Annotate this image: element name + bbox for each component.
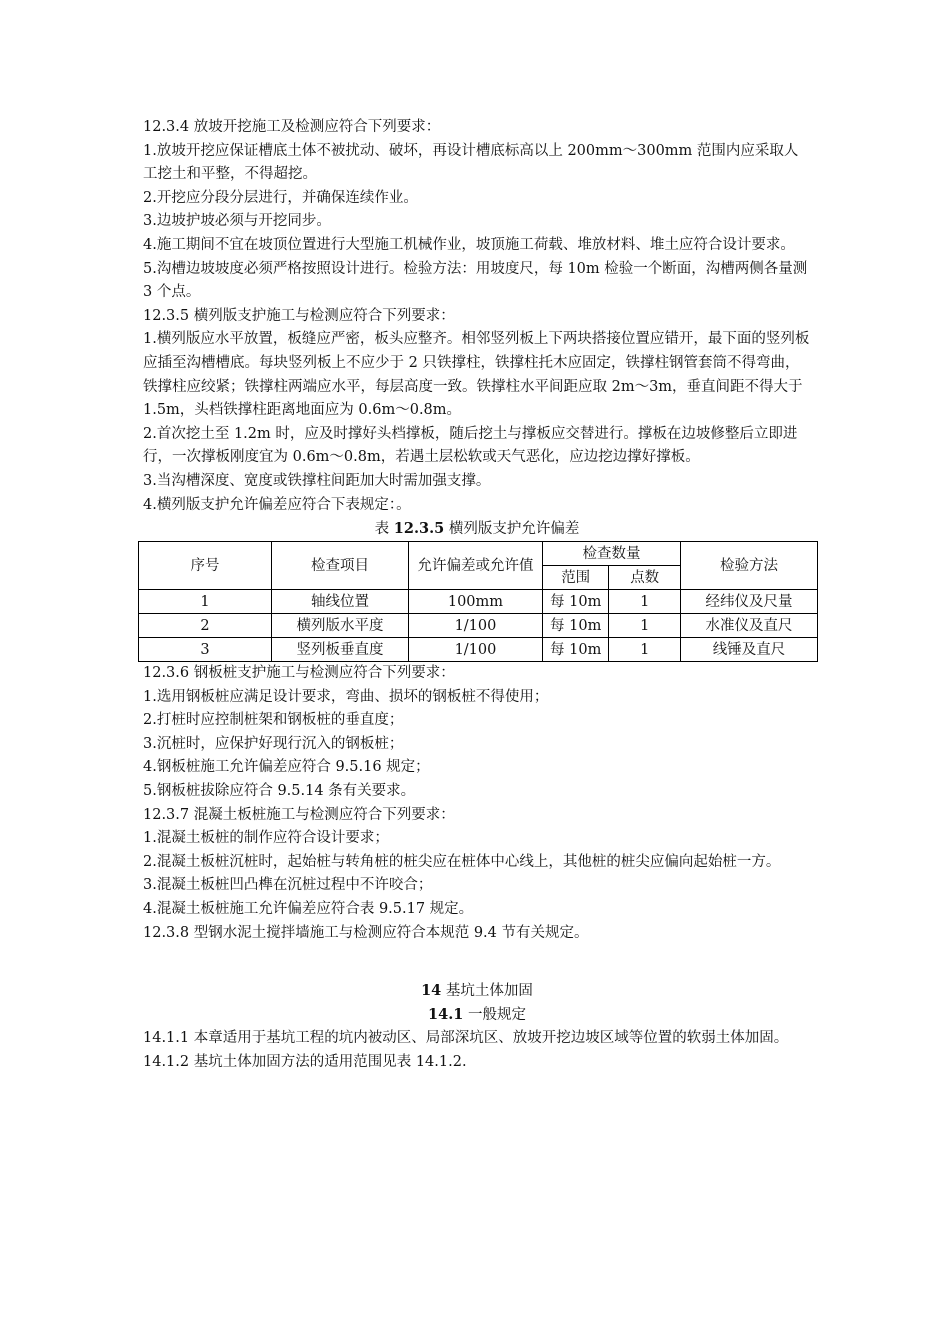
section-12-3-6-item-3: 3.沉桩时，应保护好现行沉入的钢板桩； bbox=[143, 735, 404, 752]
table-caption-text: 横列版支护允许偏差 bbox=[444, 521, 580, 538]
cell-tolerance: 1/100 bbox=[408, 614, 542, 638]
section-12-3-7-item-3: 3.混凝土板桩凹凸榫在沉桩过程中不许咬合； bbox=[143, 877, 433, 894]
section-12-3-6-item-2: 2.打桩时应控制桩架和钢板桩的垂直度； bbox=[143, 712, 404, 729]
table-caption bbox=[143, 517, 811, 541]
section-12-3-8: 12.3.8 型钢水泥土搅拌墙施工与检测应符合本规范 9.4 节有关规定。 bbox=[143, 924, 589, 941]
cell-item: 横列版水平度 bbox=[271, 614, 408, 638]
spacer bbox=[143, 945, 811, 979]
section-12-3-7-item-1: 1.混凝土板桩的制作应符合设计要求； bbox=[143, 830, 389, 847]
cell-seq: 1 bbox=[139, 590, 272, 614]
cell-item: 轴线位置 bbox=[271, 590, 408, 614]
section-14-1-number: 14.1 bbox=[428, 1006, 464, 1024]
header-item: 检查项目 bbox=[271, 542, 408, 590]
document-body bbox=[143, 116, 811, 1074]
cell-seq: 3 bbox=[139, 638, 272, 662]
section-12-3-5-item-4: 4.横列版支护允许偏差应符合下表规定：。 bbox=[143, 496, 411, 513]
cell-range: 每 10m bbox=[542, 614, 608, 638]
cell-points: 1 bbox=[609, 614, 681, 638]
section-12-3-5-item-3: 3.当沟槽深度、宽度或铁撑柱间距加大时需加强支撑。 bbox=[143, 472, 491, 489]
cell-method: 线锤及直尺 bbox=[680, 638, 817, 662]
table-caption-prefix: 表 bbox=[374, 521, 394, 538]
section-12-3-6-item-5: 5.钢板桩拔除应符合 9.5.14 条有关要求。 bbox=[143, 783, 416, 800]
chapter-14-number: 14 bbox=[421, 982, 442, 1000]
chapter-14-title: 基坑土体加固 bbox=[441, 983, 533, 1000]
header-quantity: 检查数量 bbox=[542, 542, 680, 566]
table-header-row bbox=[139, 542, 818, 566]
cell-points: 1 bbox=[609, 638, 681, 662]
cell-method: 经纬仪及尺量 bbox=[680, 590, 817, 614]
tolerance-table bbox=[138, 541, 818, 662]
cell-range: 每 10m bbox=[542, 590, 608, 614]
cell-tolerance: 100mm bbox=[408, 590, 542, 614]
cell-points: 1 bbox=[609, 590, 681, 614]
header-seq: 序号 bbox=[139, 542, 272, 590]
chapter-14-heading bbox=[143, 979, 811, 1003]
section-12-3-5-item-1: 1.横列版应水平放置，板缝应严密，板头应整齐。相邻竖列板上下两块搭接位置应错开，最下面的竖列板应插至沟槽槽底。每块竖列板上不应少于 2 只铁撑柱，铁撑柱托木应固定，铁撑柱钢管套筒不得弯曲，铁撑柱应绞紧；铁撑柱两端应水平，每层高度一致。铁撑柱水平间距应取 2m～3m，垂直间距不得大于 1.5m，头档铁撑柱距离地面应为 0.6m～0.8m。 bbox=[143, 331, 810, 419]
section-12-3-7-item-4: 4.混凝土板桩施工允许偏差应符合表 9.5.17 规定。 bbox=[143, 901, 474, 918]
header-method: 检验方法 bbox=[680, 542, 817, 590]
section-14-1-heading bbox=[143, 1003, 811, 1027]
section-12-3-6-item-4: 4.钢板桩施工允许偏差应符合 9.5.16 规定； bbox=[143, 759, 430, 776]
section-12-3-5-title: 12.3.5 横列版支护施工与检测应符合下列要求： bbox=[143, 307, 455, 324]
section-12-3-7-title: 12.3.7 混凝土板桩施工与检测应符合下列要求： bbox=[143, 806, 455, 823]
header-points: 点数 bbox=[609, 566, 681, 590]
clause-14-1-2: 14.1.2 基坑土体加固方法的适用范围见表 14.1.2. bbox=[143, 1053, 467, 1070]
section-14-1-title: 一般规定 bbox=[463, 1007, 526, 1024]
table-caption-number: 12.3.5 bbox=[393, 520, 445, 538]
section-12-3-4-item-3: 3.边坡护坡必须与开挖同步。 bbox=[143, 213, 331, 230]
clause-14-1-1: 14.1.1 本章适用于基坑工程的坑内被动区、局部深坑区、放坡开挖边坡区域等位置的软弱土体加固。 bbox=[143, 1030, 789, 1047]
section-12-3-6-item-1: 1.选用钢板桩应满足设计要求，弯曲、损坏的钢板桩不得使用； bbox=[143, 688, 549, 705]
table-row bbox=[139, 638, 818, 662]
header-tolerance: 允许偏差或允许值 bbox=[408, 542, 542, 590]
section-12-3-5-item-2: 2.首次挖土至 1.2m 时，应及时撑好头档撑板，随后挖土与撑板应交替进行。撑板在边坡修整后立即进行，一次撑板刚度宜为 0.6m～0.8m，若遇土层松软或天气恶化，应边挖边撑好撑板。 bbox=[143, 425, 798, 466]
cell-method: 水准仪及直尺 bbox=[680, 614, 817, 638]
section-12-3-7-item-2: 2.混凝土板桩沉桩时，起始桩与转角桩的桩尖应在桩体中心线上，其他桩的桩尖应偏向起始桩一方。 bbox=[143, 853, 781, 870]
cell-tolerance: 1/100 bbox=[408, 638, 542, 662]
table-row bbox=[139, 614, 818, 638]
cell-item: 竖列板垂直度 bbox=[271, 638, 408, 662]
section-12-3-4-item-5: 5.沟槽边坡坡度必须严格按照设计进行。检验方法：用坡度尺，每 10m 检验一个断面，沟槽两侧各量测 3 个点。 bbox=[143, 260, 808, 301]
table-row bbox=[139, 590, 818, 614]
header-range: 范围 bbox=[542, 566, 608, 590]
cell-seq: 2 bbox=[139, 614, 272, 638]
section-12-3-4-item-1: 1.放坡开挖应保证槽底土体不被扰动、破坏，再设计槽底标高以上 200mm～300mm 范围内应采取人工挖土和平整，不得超挖。 bbox=[143, 142, 799, 183]
section-12-3-4-title: 12.3.4 放坡开挖施工及检测应符合下列要求： bbox=[143, 119, 441, 135]
cell-range: 每 10m bbox=[542, 638, 608, 662]
section-12-3-4-item-4: 4.施工期间不宜在坡顶位置进行大型施工机械作业，坡顶施工荷载、堆放材料、堆土应符合设计要求。 bbox=[143, 236, 795, 253]
section-12-3-4-item-2: 2.开挖应分段分层进行，并确保连续作业。 bbox=[143, 189, 418, 206]
section-12-3-6-title: 12.3.6 钢板桩支护施工与检测应符合下列要求： bbox=[143, 665, 455, 682]
